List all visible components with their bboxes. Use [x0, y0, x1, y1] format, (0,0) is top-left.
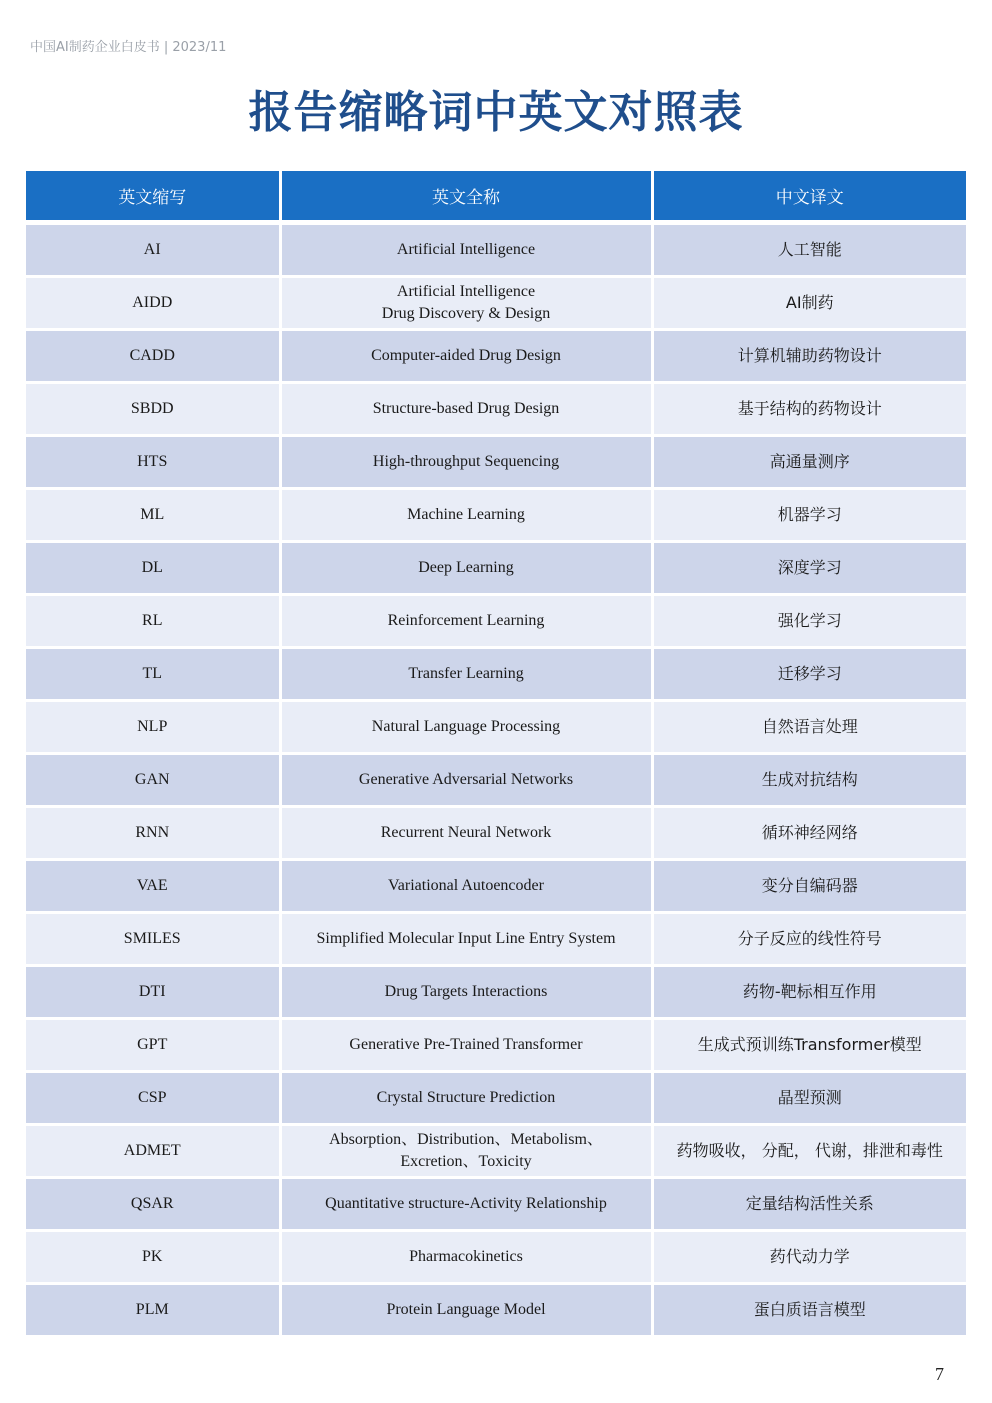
full-name-cell [280, 754, 652, 807]
table-row [26, 754, 966, 807]
chinese-translation-cell: AI制药 [652, 277, 966, 330]
page-number: 7 [935, 1364, 944, 1384]
full-name-line: Recurrent Neural Network [380, 824, 552, 841]
full-name-line: Natural Language Processing [371, 718, 561, 735]
page-title: 报告缩略词中英文对照表 [248, 87, 744, 138]
full-name-line: Crystal Structure Prediction [376, 1089, 556, 1106]
column-header-full: 英文全称 [280, 171, 652, 223]
full-name-line: Generative Pre-Trained Transformer [349, 1036, 583, 1053]
abbreviation-cell: DL [26, 542, 280, 595]
full-name-line: Protein Language Model [386, 1301, 546, 1318]
table-row [26, 1178, 966, 1231]
full-name-line: Transfer Learning [408, 665, 524, 682]
abbreviation-cell: QSAR [26, 1178, 280, 1231]
chinese-translation-cell: 自然语言处理 [652, 701, 966, 754]
full-name-cell [280, 648, 652, 701]
abbreviation-cell: PK [26, 1231, 280, 1284]
table-row [26, 860, 966, 913]
full-name-cell [280, 330, 652, 383]
chinese-translation-cell: 机器学习 [652, 489, 966, 542]
full-name-line: Generative Adversarial Networks [358, 771, 574, 788]
chinese-translation-cell: 定量结构活性关系 [652, 1178, 966, 1231]
full-name-cell [280, 913, 652, 966]
full-name-line: Deep Learning [418, 559, 514, 576]
full-name-line: Artificial Intelligence [396, 283, 536, 300]
table-row [26, 1019, 966, 1072]
abbreviation-cell: AIDD [26, 277, 280, 330]
full-name-line: Computer-aided Drug Design [371, 347, 561, 364]
table-row [26, 542, 966, 595]
full-name-cell [280, 1019, 652, 1072]
table-row [26, 807, 966, 860]
abbreviation-cell: TL [26, 648, 280, 701]
table-row [26, 648, 966, 701]
full-name-line: Pharmacokinetics [409, 1248, 523, 1265]
table-row [26, 223, 966, 277]
chinese-translation-cell: 计算机辅助药物设计 [652, 330, 966, 383]
chinese-translation-cell: 循环神经网络 [652, 807, 966, 860]
full-name-cell [280, 807, 652, 860]
chinese-translation-cell: 迁移学习 [652, 648, 966, 701]
full-name-line: High-throughput Sequencing [372, 453, 560, 470]
chinese-translation-cell: 晶型预测 [652, 1072, 966, 1125]
abbreviation-cell: VAE [26, 860, 280, 913]
column-header-abbr: 英文缩写 [26, 171, 280, 223]
abbreviation-cell: HTS [26, 436, 280, 489]
table-row [26, 1231, 966, 1284]
full-name-cell [280, 1284, 652, 1337]
chinese-translation-cell: 分子反应的线性符号 [652, 913, 966, 966]
abbreviation-table [26, 171, 966, 1338]
full-name-cell [280, 383, 652, 436]
column-header-zh: 中文译文 [652, 171, 966, 223]
abbreviation-cell: RL [26, 595, 280, 648]
full-name-cell [280, 1125, 652, 1178]
table-row [26, 436, 966, 489]
table-row [26, 1284, 966, 1337]
abbreviation-cell: PLM [26, 1284, 280, 1337]
full-name-cell [280, 701, 652, 754]
table-header-row [26, 171, 966, 223]
full-name-cell [280, 277, 652, 330]
abbreviation-cell: GPT [26, 1019, 280, 1072]
full-name-cell [280, 1072, 652, 1125]
table-row [26, 1125, 966, 1178]
table-row [26, 595, 966, 648]
chinese-translation-cell: 变分自编码器 [652, 860, 966, 913]
chinese-translation-cell: 深度学习 [652, 542, 966, 595]
full-name-line: Variational Autoencoder [388, 877, 544, 894]
chinese-translation-cell: 强化学习 [652, 595, 966, 648]
table-row [26, 966, 966, 1019]
full-name-cell [280, 1178, 652, 1231]
full-name-line: Structure-based Drug Design [372, 400, 560, 417]
table-body [26, 223, 966, 1337]
table-row [26, 489, 966, 542]
full-name-line: Absorption、Distribution、Metabolism、 [329, 1131, 603, 1148]
chinese-translation-cell: 药物吸收， 分配， 代谢，排泄和毒性 [652, 1125, 966, 1178]
chinese-translation-cell: 生成式预训练Transformer模型 [652, 1019, 966, 1072]
full-name-line: Quantitative structure-Activity Relationship [325, 1195, 607, 1212]
abbreviation-cell: NLP [26, 701, 280, 754]
full-name-line: Excretion、Toxicity [400, 1153, 532, 1170]
chinese-translation-cell: 高通量测序 [652, 436, 966, 489]
full-name-line: Drug Targets Interactions [384, 983, 548, 1000]
chinese-translation-cell: 蛋白质语言模型 [652, 1284, 966, 1337]
full-name-cell [280, 223, 652, 277]
chinese-translation-cell: 药物-靶标相互作用 [652, 966, 966, 1019]
abbreviation-cell: RNN [26, 807, 280, 860]
chinese-translation-cell: 药代动力学 [652, 1231, 966, 1284]
full-name-line: Reinforcement Learning [387, 612, 545, 629]
full-name-cell [280, 489, 652, 542]
abbreviation-cell: DTI [26, 966, 280, 1019]
full-name-cell [280, 542, 652, 595]
abbreviation-cell: SMILES [26, 913, 280, 966]
abbreviation-cell: CSP [26, 1072, 280, 1125]
abbreviation-cell: SBDD [26, 383, 280, 436]
full-name-cell [280, 436, 652, 489]
chinese-translation-cell: 生成对抗结构 [652, 754, 966, 807]
running-head: 中国AI制药企业白皮书 | 2023/11 [30, 40, 227, 55]
full-name-line: Machine Learning [407, 506, 525, 523]
table-row [26, 913, 966, 966]
full-name-line: Artificial Intelligence [396, 241, 536, 258]
full-name-line: Drug Discovery & Design [381, 305, 551, 322]
full-name-cell [280, 860, 652, 913]
chinese-translation-cell: 基于结构的药物设计 [652, 383, 966, 436]
abbreviation-cell: ADMET [26, 1125, 280, 1178]
abbreviation-cell: ML [26, 489, 280, 542]
abbreviation-cell: GAN [26, 754, 280, 807]
table-row [26, 277, 966, 330]
chinese-translation-cell: 人工智能 [652, 223, 966, 277]
table-row [26, 330, 966, 383]
table-row [26, 701, 966, 754]
abbreviation-cell: CADD [26, 330, 280, 383]
full-name-line: Simplified Molecular Input Line Entry System [316, 930, 616, 947]
full-name-cell [280, 595, 652, 648]
full-name-cell [280, 1231, 652, 1284]
abbreviation-cell: AI [26, 223, 280, 277]
table-row [26, 1072, 966, 1125]
table-row [26, 383, 966, 436]
full-name-cell [280, 966, 652, 1019]
